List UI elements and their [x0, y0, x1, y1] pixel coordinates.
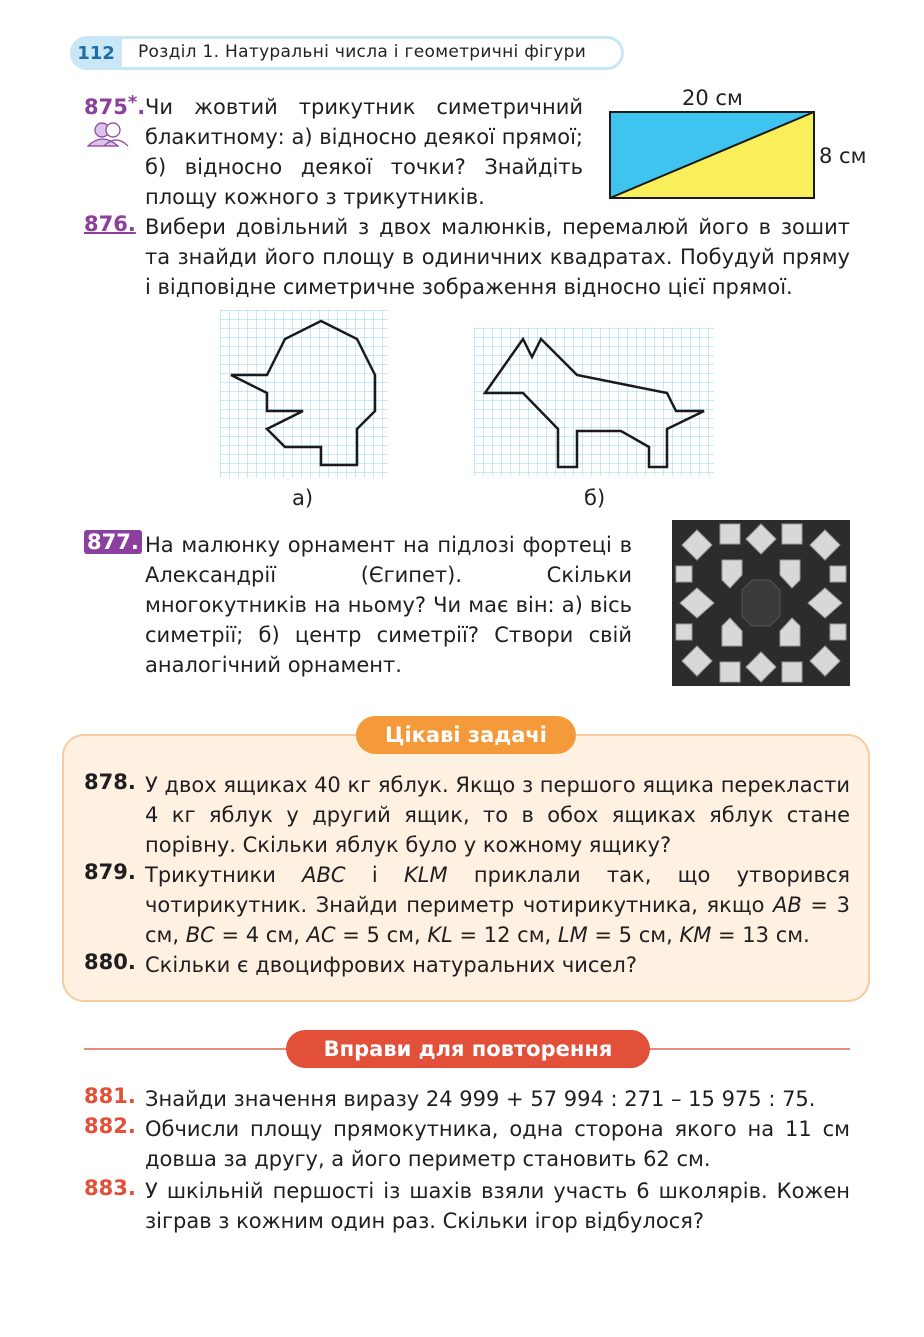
review-title: Вправи для повторення — [286, 1030, 650, 1068]
problem-883-number: 883. — [84, 1176, 136, 1200]
problem-880-text: Скільки є двоцифрових натуральних чисел? — [145, 953, 637, 977]
problem-877-text: На малюнку орнамент на підлозі фортеці в Александрії (Єгипет). Скільки многокутників на ньому? Чи має він: а) вісь симетрії; б) центр симетрії? Створи свій аналогічний орнамент. — [145, 533, 632, 677]
interesting-problems-title: Цікаві задачі — [356, 716, 576, 754]
caption-b: б) — [584, 486, 606, 510]
problem-882-text: Обчисли площу прямокутника, одна сторона якого на 11 см довша за другу, а його периметр становить 62 см. — [145, 1117, 850, 1171]
rectangle-figure — [608, 110, 816, 200]
problem-880-number: 880. — [84, 950, 136, 974]
problem-878-text: У двох ящиках 40 кг яблук. Якщо з першого ящика перекласти 4 кг яблук у другий ящик, то в обох ящиках яблук стане порівну. Скільки яблук було у кожному ящику? — [145, 773, 850, 857]
grid-figure-a — [220, 310, 388, 478]
problem-881-text: Знайди значення виразу 24 999 + 57 994 : 271 – 15 975 : 75. — [145, 1087, 816, 1111]
problem-883-text: У шкільній першості із шахів взяли участь 6 школярів. Кожен зіграв з кожним один раз. Скільки ігор відбулося? — [145, 1179, 850, 1233]
page-number: 112 — [70, 36, 122, 70]
problem-number: 875 — [84, 95, 128, 119]
pair-work-icon — [86, 120, 130, 148]
caption-a: а) — [292, 486, 314, 510]
problem-875-text: Чи жовтий трикутник симетричний блакитному: а) відносно деякої прямої; б) відносно деякої точки? Знайдіть площу кожного з трикутників. — [145, 95, 583, 209]
chapter-title: Розділ 1. Натуральні числа і геометричні фігури — [138, 42, 587, 62]
problem-875-label — [84, 92, 146, 119]
problem-879-text: Трикутники ABC і KLM приклали так, що утворився чотирикутник. Знайди периметр чотирикутника, якщо AB = 3 см, BC = 4 см, AC = 5 см, KL = 12 см, LM = 5 см, KM = 13 см. — [145, 863, 850, 947]
problem-882-number: 882. — [84, 1114, 136, 1138]
problem-877-number: 877. — [84, 530, 142, 554]
problem-876-number: 876. — [84, 212, 136, 236]
problem-879-number: 879. — [84, 860, 136, 884]
dimension-top: 20 см — [682, 86, 743, 110]
dimension-side: 8 см — [819, 144, 867, 168]
problem-881-number: 881. — [84, 1084, 136, 1108]
number-dot: . — [137, 95, 146, 119]
problem-876-text: Вибери довільний з двох малюнків, перемалюй його в зошит та знайди його площу в одиничних квадратах. Побудуй пряму і відповідне симетричне зображення відносно цієї прямої. — [145, 215, 850, 299]
ornament-photo — [672, 520, 850, 686]
grid-figure-b — [474, 328, 714, 476]
star-mark: * — [127, 92, 138, 113]
problem-878-number: 878. — [84, 770, 136, 794]
